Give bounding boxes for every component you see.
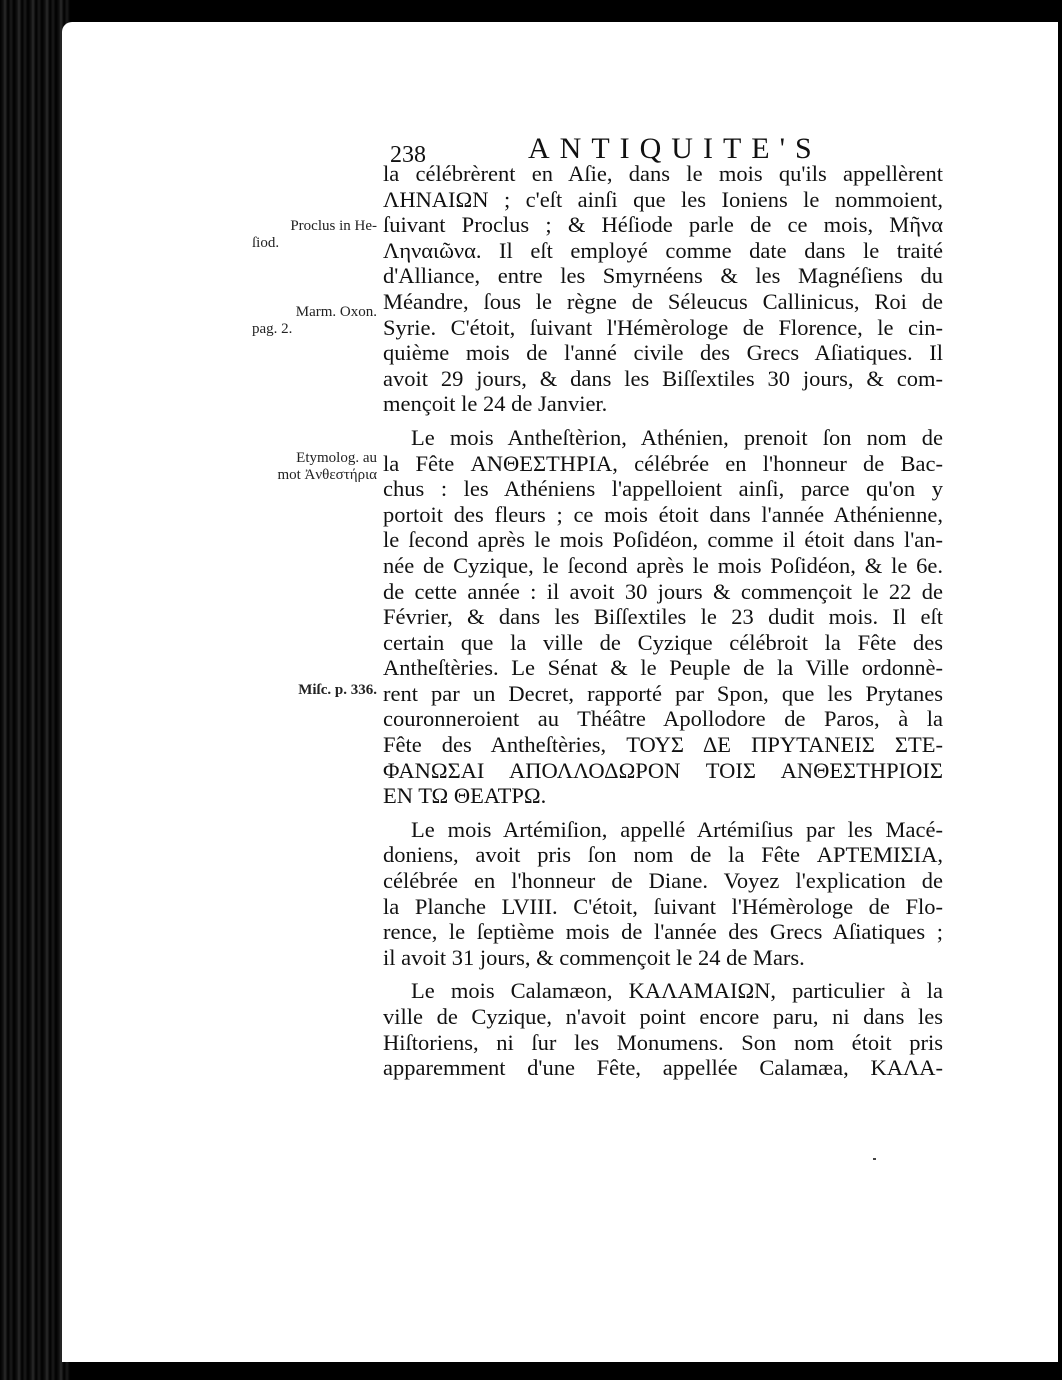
text-line: Hiſtoriens, ni ſur les Monumens. Son nom étoit pris (383, 1029, 943, 1055)
margin-note (252, 450, 377, 484)
margin-note-line: mot Ἀνθεστήρια (277, 467, 377, 483)
text-line: la Planche LVIII. C'étoit, ſuivant l'Hémèrologe de Flo- (383, 893, 943, 919)
text-line: ville de Cyzique, n'avoit point encore paru, ni dans les (383, 1004, 943, 1029)
text-line: Fête des Antheſtèries, ΤΟΥΣ ΔΕ ΠΡΥΤΑΝΕΙΣ ΣΤΕ- (383, 732, 943, 758)
text-line: Le mois Antheſtèrion, Athénien, prenoit ſon nom de (411, 424, 943, 450)
text-line: d'Alliance, entre les Smyrnéens & les Magnéſiens du (383, 263, 943, 289)
text-line: Syrie. C'étoit, ſuivant l'Hémèrologe de Florence, le cin- (383, 314, 943, 340)
text-line: de cette année : il avoit 30 jours & commençoit le 22 de (383, 578, 943, 604)
margin-note-line: Miſc. p. 336. (298, 682, 377, 698)
text-line: célébrée en l'honneur de Diane. Voyez l'explication de (383, 868, 943, 894)
text-line: doniens, avoit pris ſon nom de la Fête ΑΡΤΕΜΙΣΙΑ, (383, 842, 943, 868)
text-line: Le mois Calamæon, ΚΑΛΑΜΑΙΩΝ, particulier à la (411, 978, 943, 1004)
text-line: mençoit le 24 de Janvier. (383, 391, 608, 417)
main-text (383, 161, 943, 1081)
paragraph (383, 425, 943, 809)
margin-note (252, 304, 377, 338)
margin-note (252, 218, 377, 252)
text-line: Méandre, ſous le règne de Séleucus Callinicus, Roi de (383, 288, 943, 314)
text-line: quième mois de l'anné civile des Grecs Aſiatiques. Il (383, 340, 943, 366)
text-line: il avoit 31 jours, & commençoit le 24 de Mars. (383, 944, 805, 970)
text-line: couronneroient au Théâtre Apollodore de Paros, à la (383, 706, 943, 732)
text-line: rent par un Decret, rapporté par Spon, que les Prytanes (383, 680, 943, 706)
paragraph (383, 978, 943, 1080)
text-line: certain que la ville de Cyzique célébroit la Fête des (383, 629, 943, 655)
text-line: la célébrèrent en Aſie, dans le mois qu'ils appellèrent (383, 161, 943, 186)
margin-note-line: Proclus in He- (290, 218, 377, 234)
text-line: rence, le ſeptième mois de l'année des Grecs Aſiatiques ; (383, 919, 943, 945)
ink-speck (873, 1158, 876, 1160)
text-line: la Fête ΑΝΘΕΣΤΗΡΙΑ, célébrée en l'honneur de Bac- (383, 450, 943, 476)
text-line: ΦΑΝΩΣΑΙ ΑΠΟΛΛΟΔΩΡΟΝ ΤΟΙΣ ΑΝΘΕΣΤΗΡΙΟΙΣ (383, 757, 943, 783)
margin-note-line: Etymolog. au (296, 450, 377, 466)
text-line: portoit des fleurs ; ce mois étoit dans l'année Athénienne, (383, 501, 943, 527)
text-line: Antheſtèries. Le Sénat & le Peuple de la Ville ordonnè- (383, 655, 943, 681)
text-line: Ληναιῶνα. Il eſt employé comme date dans le traité (383, 237, 943, 263)
book-page (62, 22, 1058, 1362)
text-line: Février, & dans les Biſſextiles le 23 dudit mois. Il eſt (383, 604, 943, 630)
text-line: Le mois Artémiſion, appellé Artémiſius par les Macé- (411, 816, 943, 842)
text-line: ΛΗΝΑΙΩΝ ; c'eſt ainſi que les Ioniens le nommoient, (383, 186, 943, 212)
text-line: ΕΝ ΤΩ ΘΕΑΤΡΩ. (383, 783, 547, 809)
margin-notes (252, 22, 377, 1362)
margin-note (252, 682, 377, 699)
text-line: chus : les Athéniens l'appelloient ainſi, parce qu'on y (383, 476, 943, 502)
running-title: ANTIQUITE'S (528, 132, 822, 165)
margin-note-line: pag. 2. (252, 321, 293, 337)
scan-edge (0, 0, 70, 1380)
paragraph (383, 161, 943, 417)
text-line: ſuivant Proclus ; & Héſiode parle de ce mois, Μῆνα (383, 212, 943, 238)
margin-note-line: ſiod. (252, 235, 280, 251)
text-line: née de Cyzique, le ſecond après le mois Poſidéon, & le 6e. (383, 552, 943, 578)
margin-note-line: Marm. Oxon. (295, 304, 377, 320)
paragraph (383, 817, 943, 971)
text-line: apparemment d'une Fête, appellée Calamæa, ΚΑΛΑ- (383, 1055, 943, 1081)
page-number: 238 (390, 142, 426, 168)
text-line: le ſecond après le mois Poſidéon, comme il étoit dans l'an- (383, 527, 943, 553)
text-line: avoit 29 jours, & dans les Biſſextiles 30 jours, & com- (383, 365, 943, 391)
